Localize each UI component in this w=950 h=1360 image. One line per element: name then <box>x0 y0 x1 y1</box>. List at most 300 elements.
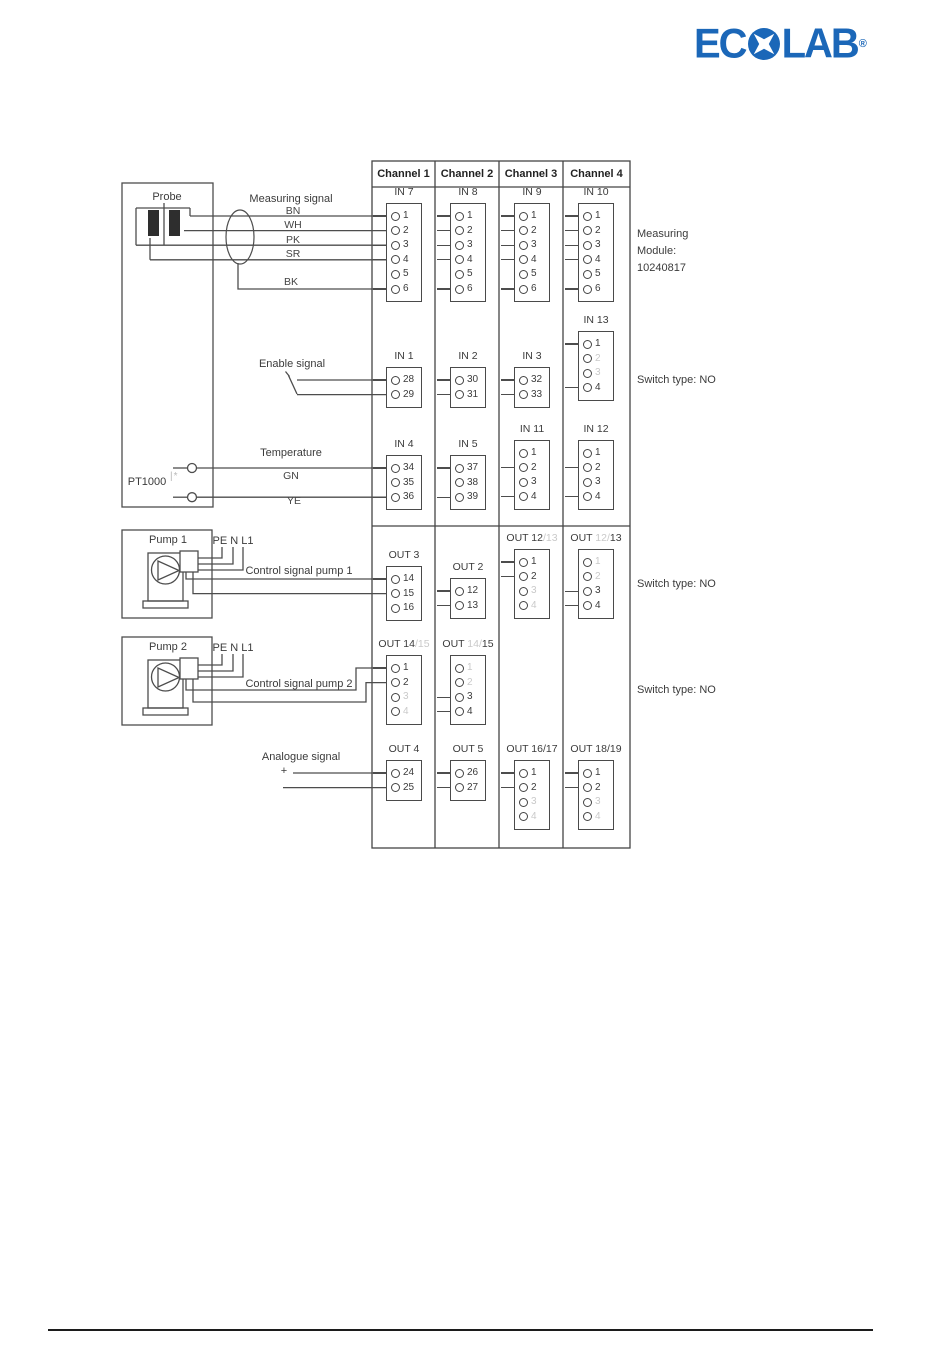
terminal-lead-line <box>437 288 451 289</box>
switch-type-note-1: Switch type: NO <box>637 374 716 386</box>
terminal-lead-line <box>373 259 387 260</box>
terminal-number: 2 <box>531 781 537 793</box>
terminal-lead-line <box>501 394 515 395</box>
footer-rule <box>48 1329 873 1331</box>
terminal-number: 3 <box>531 476 537 488</box>
terminal-number: 2 <box>403 224 409 236</box>
terminal-circle <box>455 464 464 473</box>
channel-header-4: Channel 4 <box>570 168 623 180</box>
pt1000-label: PT1000 <box>127 476 167 488</box>
measuring-module-note <box>637 226 688 277</box>
terminal-number: 1 <box>595 447 601 458</box>
terminal-lead-line <box>437 215 451 216</box>
terminal-lead-line <box>501 259 515 260</box>
terminal-circle <box>583 241 592 250</box>
terminal-number: 1 <box>595 338 601 349</box>
terminal-circle <box>583 354 592 363</box>
block-header-part: OUT 2 <box>452 561 484 573</box>
terminal-circle <box>391 376 400 385</box>
terminal-lead-line <box>437 259 451 260</box>
block-header-part: IN 10 <box>583 186 609 198</box>
terminal-lead-line <box>501 215 515 216</box>
terminal-lead-line <box>565 591 579 592</box>
enable-signal-label: Enable signal <box>258 358 326 370</box>
terminal-circle <box>583 226 592 235</box>
terminal-lead-line <box>373 593 387 594</box>
block-header-part: IN 12 <box>583 423 609 435</box>
terminal-circle <box>519 601 528 610</box>
measuring-signal-label: Measuring signal <box>249 193 333 205</box>
block-header-part: IN 4 <box>394 438 414 450</box>
terminal-number: 1 <box>467 662 473 673</box>
terminal-circle <box>391 478 400 487</box>
terminal-number: 37 <box>467 462 479 473</box>
terminal-lead-line <box>565 605 579 606</box>
terminal-lead-line <box>501 230 515 231</box>
temperature-label: Temperature <box>260 447 322 459</box>
pump1-symbol <box>143 551 198 608</box>
terminal-number: 2 <box>467 676 473 688</box>
terminal-number: 14 <box>403 573 415 584</box>
terminal-number: 33 <box>531 388 543 400</box>
terminal-number: 1 <box>531 556 537 567</box>
terminal-lead-line <box>373 288 387 289</box>
terminal-circle <box>455 783 464 792</box>
terminal-number: 4 <box>531 810 537 822</box>
terminal-circle <box>455 255 464 264</box>
block-header-out1819 <box>570 743 621 755</box>
terminal-circle <box>391 285 400 294</box>
terminal-lead-line <box>373 787 387 788</box>
terminal-circle <box>583 340 592 349</box>
terminal-number: 13 <box>467 599 479 611</box>
terminal-lead-line <box>565 245 579 246</box>
terminal-number: 6 <box>403 283 409 294</box>
terminal-lead-line <box>373 215 387 216</box>
terminal-circle <box>391 493 400 502</box>
terminal-number: 6 <box>467 283 473 294</box>
wire-color-pk: PK <box>285 233 301 246</box>
block-header-part: OUT 14 <box>378 638 415 650</box>
block-header-in8 <box>458 186 477 198</box>
block-header-in3 <box>522 350 541 362</box>
terminal-lead-line <box>437 245 451 246</box>
terminal-number: 4 <box>531 490 537 502</box>
terminal-circle <box>583 812 592 821</box>
terminal-lead-line <box>373 578 387 579</box>
terminal-circle <box>583 369 592 378</box>
terminal-lead-line <box>373 379 387 380</box>
module-note-line1: Measuring <box>637 228 689 240</box>
terminal-number: 5 <box>467 268 473 280</box>
terminal-number: 1 <box>595 767 601 778</box>
terminal-number: 1 <box>531 210 537 221</box>
block-header-part: /13 <box>542 532 558 544</box>
terminal-circle <box>519 587 528 596</box>
terminal-number: 1 <box>531 447 537 458</box>
terminal-circle <box>583 798 592 807</box>
cable-loop-ellipse <box>226 210 254 264</box>
terminal-lead-line <box>373 667 387 668</box>
terminal-lead-line <box>501 787 515 788</box>
module-note-line3: 10240817 <box>637 262 686 274</box>
terminal-lead-line <box>437 497 451 498</box>
terminal-number: 12 <box>467 585 479 596</box>
module-note-line2: Module: <box>637 245 677 257</box>
terminal-circle <box>519 376 528 385</box>
terminal-number: 3 <box>467 239 473 251</box>
terminal-circle <box>583 285 592 294</box>
block-header-in5 <box>458 438 477 450</box>
terminal-circle <box>391 783 400 792</box>
terminal-number: 1 <box>595 556 601 567</box>
block-header-part: IN 1 <box>394 350 414 362</box>
terminal-number: 3 <box>467 691 473 703</box>
block-header-out1415a <box>378 638 429 650</box>
wire-color-wh: WH <box>284 219 302 231</box>
terminal-lead-line <box>373 467 387 468</box>
terminal-number: 1 <box>403 662 409 673</box>
terminal-circle <box>391 604 400 613</box>
terminal-number: 4 <box>595 599 601 611</box>
terminal-number: 4 <box>531 599 537 611</box>
block-header-part: OUT 5 <box>452 743 484 755</box>
terminal-circle <box>391 241 400 250</box>
temperature-wires <box>173 464 390 502</box>
terminal-circle <box>583 572 592 581</box>
terminal-number: 4 <box>403 705 409 717</box>
terminal-circle <box>391 678 400 687</box>
terminal-circle <box>519 270 528 279</box>
logo-star-o-icon <box>747 27 781 61</box>
terminal-number: 1 <box>467 210 473 221</box>
measuring-signal-wires <box>136 216 390 289</box>
terminal-number: 4 <box>467 705 473 717</box>
terminal-lead-line <box>437 605 451 606</box>
terminal-number: 5 <box>531 268 537 280</box>
terminal-number: 4 <box>403 253 409 265</box>
terminal-lead-line <box>373 230 387 231</box>
terminal-circle <box>455 212 464 221</box>
terminal-number: 2 <box>467 224 473 236</box>
block-header-part: 14/ <box>467 638 482 650</box>
terminal-number: 6 <box>531 283 537 294</box>
terminal-number: 2 <box>531 461 537 473</box>
terminal-circle <box>519 390 528 399</box>
terminal-number: 25 <box>403 781 415 793</box>
block-header-in1 <box>394 350 413 362</box>
terminal-lead-line <box>437 590 451 591</box>
terminal-lead-line <box>501 288 515 289</box>
terminal-circle <box>583 587 592 596</box>
terminal-circle <box>455 707 464 716</box>
terminal-circle <box>583 212 592 221</box>
block-header-in7 <box>394 186 413 198</box>
terminal-circle <box>519 558 528 567</box>
block-header-part: /15 <box>414 638 430 650</box>
terminal-number: 5 <box>403 268 409 280</box>
block-header-in12 <box>583 423 608 435</box>
terminal-lead-line <box>565 787 579 788</box>
pt1000-sensor-mark: |* <box>170 471 179 482</box>
block-header-in11 <box>520 423 544 435</box>
control-signal-pump1-label: Control signal pump 1 <box>245 565 353 577</box>
probe-label: Probe <box>152 191 182 203</box>
terminal-number: 3 <box>531 239 537 251</box>
terminal-circle <box>391 693 400 702</box>
terminal-lead-line <box>565 387 579 388</box>
terminal-circle <box>519 798 528 807</box>
terminal-number: 32 <box>531 374 543 385</box>
terminal-circle <box>519 226 528 235</box>
block-header-part: 12/ <box>595 532 610 544</box>
terminal-circle <box>519 492 528 501</box>
terminal-circle <box>391 664 400 673</box>
terminal-circle <box>455 390 464 399</box>
terminal-lead-line <box>437 230 451 231</box>
block-header-out2 <box>453 561 484 573</box>
block-header-part: 15 <box>481 638 494 650</box>
terminal-circle <box>455 376 464 385</box>
wire-color-bn: BN <box>285 205 301 217</box>
terminal-number: 26 <box>467 767 479 778</box>
terminal-lead-line <box>437 711 451 712</box>
terminal-number: 4 <box>595 381 601 393</box>
switch-type-note-3: Switch type: NO <box>637 684 716 696</box>
terminal-number: 39 <box>467 491 479 503</box>
terminal-circle <box>583 492 592 501</box>
terminal-lead-line <box>565 496 579 497</box>
terminal-circle <box>391 589 400 598</box>
enable-signal-switch <box>286 372 391 395</box>
terminal-lead-line <box>501 496 515 497</box>
terminal-lead-line <box>501 245 515 246</box>
terminal-circle <box>455 693 464 702</box>
terminal-lead-line <box>565 467 579 468</box>
terminal-circle <box>455 241 464 250</box>
block-header-part: IN 7 <box>394 186 414 198</box>
terminal-number: 2 <box>531 570 537 582</box>
terminal-number: 3 <box>531 796 537 808</box>
terminal-circle <box>391 212 400 221</box>
terminal-number: 3 <box>403 691 409 703</box>
terminal-circle <box>583 601 592 610</box>
terminal-number: 4 <box>531 253 537 265</box>
block-header-part: 13 <box>609 532 622 544</box>
block-header-in4 <box>394 438 413 450</box>
terminal-circle <box>391 270 400 279</box>
terminal-number: 6 <box>595 283 601 294</box>
terminal-circle <box>455 601 464 610</box>
terminal-circle <box>391 464 400 473</box>
terminal-circle <box>583 463 592 472</box>
terminal-number: 34 <box>403 462 415 473</box>
terminal-circle <box>455 664 464 673</box>
block-header-part: OUT 16/17 <box>506 743 558 755</box>
terminal-lead-line <box>565 259 579 260</box>
block-header-part: IN 9 <box>522 186 542 198</box>
terminal-lead-line <box>501 561 515 562</box>
terminal-number: 2 <box>403 676 409 688</box>
terminal-number: 30 <box>467 374 479 385</box>
block-header-part: OUT <box>570 532 596 544</box>
terminal-lead-line <box>437 787 451 788</box>
terminal-circle <box>583 270 592 279</box>
terminal-number: 5 <box>595 268 601 280</box>
terminal-lead-line <box>501 576 515 577</box>
terminal-lead-line <box>565 230 579 231</box>
pump1-pe-n-l1-label: PE N L1 <box>212 535 254 547</box>
terminal-lead-line <box>437 697 451 698</box>
probe-symbol <box>136 203 190 260</box>
terminal-circle <box>455 769 464 778</box>
terminal-number: 4 <box>467 253 473 265</box>
terminal-circle <box>519 241 528 250</box>
terminal-lead-line <box>373 497 387 498</box>
terminal-lead-line <box>373 682 387 683</box>
channel-header-1: Channel 1 <box>377 168 430 180</box>
block-header-part: IN 3 <box>522 350 542 362</box>
block-header-out1415b <box>442 638 493 650</box>
block-header-in10 <box>583 186 608 198</box>
block-header-out1213b <box>570 532 621 544</box>
terminal-circle <box>519 478 528 487</box>
block-header-part: IN 11 <box>519 423 545 435</box>
block-header-out1617 <box>506 743 557 755</box>
wire-color-ye: YE <box>286 495 302 507</box>
terminal-number: 3 <box>595 239 601 251</box>
block-header-out1213a <box>506 532 557 544</box>
terminal-lead-line <box>373 394 387 395</box>
logo-text-suffix: LAB <box>781 20 858 67</box>
wire-color-sr: SR <box>285 248 301 260</box>
ecolab-logo <box>694 20 867 67</box>
terminal-lead-line <box>437 467 451 468</box>
terminal-circle <box>583 558 592 567</box>
terminal-circle <box>519 255 528 264</box>
terminal-circle <box>455 478 464 487</box>
terminal-number: 3 <box>595 585 601 597</box>
terminal-circle <box>519 812 528 821</box>
terminal-lead-line <box>437 772 451 773</box>
terminal-number: 1 <box>531 767 537 778</box>
terminal-number: 31 <box>467 388 479 400</box>
terminal-number: 2 <box>595 224 601 236</box>
terminal-number: 1 <box>595 210 601 221</box>
terminal-circle <box>519 463 528 472</box>
terminal-circle <box>391 575 400 584</box>
terminal-number: 2 <box>531 224 537 236</box>
terminal-lead-line <box>373 245 387 246</box>
analogue-signal-label: Analogue signal <box>261 751 341 763</box>
terminal-number: 3 <box>595 476 601 488</box>
terminal-circle <box>455 285 464 294</box>
terminal-lead-line <box>437 394 451 395</box>
block-header-part: OUT <box>442 638 468 650</box>
terminal-circle <box>519 769 528 778</box>
channel-header-2: Channel 2 <box>440 168 494 180</box>
pump1-label: Pump 1 <box>149 534 187 546</box>
block-header-part: IN 5 <box>458 438 478 450</box>
terminal-lead-line <box>565 343 579 344</box>
terminal-lead-line <box>565 772 579 773</box>
block-header-out4 <box>389 743 420 755</box>
terminal-lead-line <box>437 379 451 380</box>
terminal-circle <box>583 478 592 487</box>
terminal-circle <box>455 226 464 235</box>
terminal-lead-line <box>565 288 579 289</box>
wire-color-bk: BK <box>283 276 299 288</box>
block-header-in13 <box>583 314 608 326</box>
terminal-number: 16 <box>403 602 415 614</box>
terminal-number: 2 <box>595 352 601 364</box>
terminal-circle <box>519 572 528 581</box>
terminal-lead-line <box>501 379 515 380</box>
terminal-circle <box>455 678 464 687</box>
channel-header-3: Channel 3 <box>504 168 558 180</box>
terminal-circle <box>583 769 592 778</box>
block-header-part: OUT 3 <box>388 549 420 561</box>
terminal-number: 3 <box>403 239 409 251</box>
block-header-out5 <box>453 743 484 755</box>
probe-sensor-box <box>122 183 213 507</box>
terminal-number: 2 <box>595 570 601 582</box>
registered-mark: ® <box>858 38 867 50</box>
analogue-signal-wires <box>283 773 390 788</box>
terminal-circle <box>583 783 592 792</box>
block-header-part: OUT 4 <box>388 743 420 755</box>
terminal-number: 4 <box>595 810 601 822</box>
terminal-number: 1 <box>403 210 409 221</box>
terminal-lead-line <box>501 467 515 468</box>
terminal-number: 15 <box>403 587 415 599</box>
terminal-number: 24 <box>403 767 415 778</box>
terminal-circle <box>455 493 464 502</box>
terminal-circle <box>391 707 400 716</box>
block-header-in9 <box>522 186 541 198</box>
terminal-number: 2 <box>595 461 601 473</box>
block-header-part: IN 8 <box>458 186 478 198</box>
pump2-symbol <box>143 658 198 715</box>
terminal-number: 3 <box>531 585 537 597</box>
terminal-circle <box>583 383 592 392</box>
control-signal-pump2-label: Control signal pump 2 <box>245 678 353 690</box>
terminal-lead-line <box>565 215 579 216</box>
terminal-circle <box>391 226 400 235</box>
terminal-circle <box>455 587 464 596</box>
terminal-number: 29 <box>403 388 415 400</box>
terminal-lead-line <box>373 772 387 773</box>
terminal-number: 4 <box>595 490 601 502</box>
terminal-number: 2 <box>595 781 601 793</box>
terminal-circle <box>519 783 528 792</box>
terminal-circle <box>519 449 528 458</box>
terminal-circle <box>455 270 464 279</box>
terminal-number: 3 <box>595 796 601 808</box>
terminal-circle <box>519 212 528 221</box>
terminal-circle <box>583 255 592 264</box>
wire-color-gn: GN <box>283 470 299 482</box>
block-header-part: IN 2 <box>458 350 478 362</box>
block-header-part: OUT 12 <box>506 532 543 544</box>
terminal-number: 28 <box>403 374 415 385</box>
terminal-number: 4 <box>595 253 601 265</box>
block-header-in2 <box>458 350 477 362</box>
pump2-pe-n-l1-label: PE N L1 <box>212 642 254 654</box>
block-header-out3 <box>389 549 420 561</box>
terminal-circle <box>391 769 400 778</box>
terminal-lead-line <box>501 772 515 773</box>
